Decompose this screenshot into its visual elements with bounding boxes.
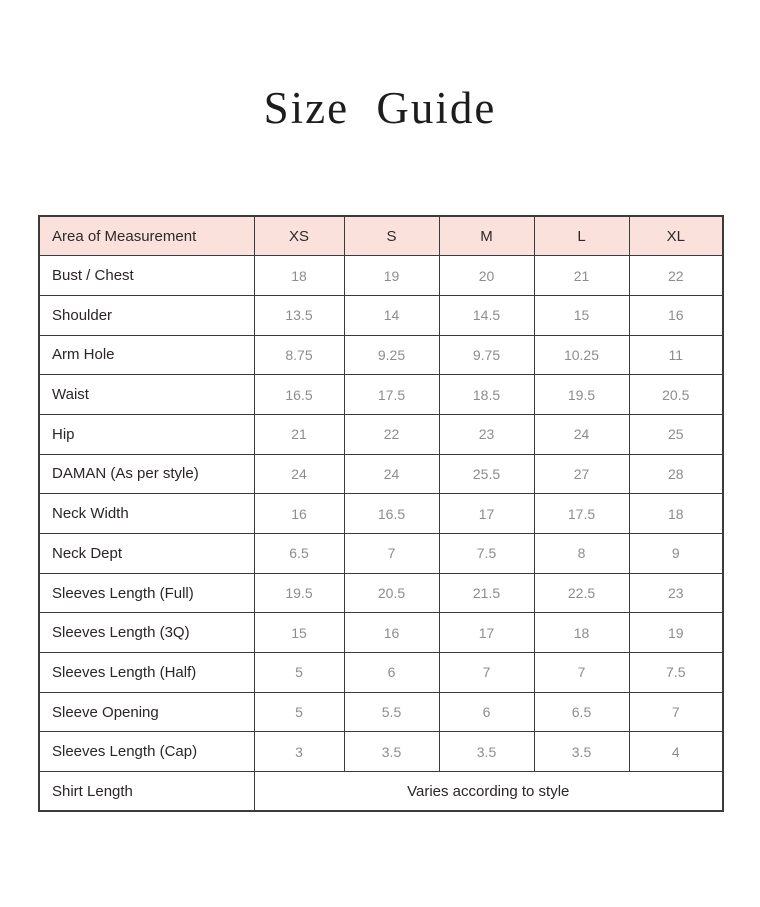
measurement-value: 25.5 <box>439 454 534 494</box>
measurement-value: 23 <box>439 414 534 454</box>
measurement-value: 16 <box>254 494 344 534</box>
measurement-value: 27 <box>534 454 629 494</box>
table-row <box>39 613 723 653</box>
table-row <box>39 732 723 772</box>
measurement-label: Shoulder <box>39 295 254 335</box>
measurement-value: 16.5 <box>254 375 344 415</box>
measurement-value: 3.5 <box>439 732 534 772</box>
measurement-value: 24 <box>254 454 344 494</box>
measurement-value: 22 <box>629 256 723 296</box>
measurement-value: 20 <box>439 256 534 296</box>
table-row <box>39 375 723 415</box>
measurement-value: 14.5 <box>439 295 534 335</box>
measurement-value: 19.5 <box>254 573 344 613</box>
measurement-value: 16.5 <box>344 494 439 534</box>
table-row <box>39 256 723 296</box>
measurement-value: 17.5 <box>344 375 439 415</box>
measurement-value: 19.5 <box>534 375 629 415</box>
measurement-value: 18.5 <box>439 375 534 415</box>
measurement-value: 24 <box>344 454 439 494</box>
column-header-size: S <box>344 216 439 256</box>
measurement-value: 7.5 <box>629 653 723 693</box>
measurement-label: Bust / Chest <box>39 256 254 296</box>
measurement-label: Sleeves Length (Full) <box>39 573 254 613</box>
measurement-label: Hip <box>39 414 254 454</box>
page-title: Size Guide <box>263 83 497 133</box>
table-row <box>39 335 723 375</box>
table-row <box>39 534 723 574</box>
measurement-value: 17.5 <box>534 494 629 534</box>
measurement-value: 6.5 <box>254 534 344 574</box>
measurement-value: 20.5 <box>629 375 723 415</box>
measurement-value: 25 <box>629 414 723 454</box>
measurement-value: 5 <box>254 653 344 693</box>
measurement-value: 8.75 <box>254 335 344 375</box>
table-row <box>39 653 723 693</box>
measurement-value: 21 <box>534 256 629 296</box>
measurement-value: 18 <box>254 256 344 296</box>
measurement-value: 19 <box>629 613 723 653</box>
measurement-label: Sleeves Length (Cap) <box>39 732 254 772</box>
measurement-value: 23 <box>629 573 723 613</box>
measurement-value: 5.5 <box>344 692 439 732</box>
measurement-label: DAMAN (As per style) <box>39 454 254 494</box>
measurement-value: 9.75 <box>439 335 534 375</box>
measurement-value: 18 <box>629 494 723 534</box>
measurement-value: 7.5 <box>439 534 534 574</box>
size-guide-table <box>38 215 724 812</box>
measurement-label: Neck Dept <box>39 534 254 574</box>
table-row <box>39 414 723 454</box>
measurement-value: 19 <box>344 256 439 296</box>
measurement-value: 22 <box>344 414 439 454</box>
measurement-value: 3 <box>254 732 344 772</box>
measurement-value: 11 <box>629 335 723 375</box>
measurement-value: 15 <box>534 295 629 335</box>
measurement-value: 7 <box>629 692 723 732</box>
measurement-label: Sleeves Length (3Q) <box>39 613 254 653</box>
measurement-value: 8 <box>534 534 629 574</box>
measurement-value: 17 <box>439 613 534 653</box>
table-row <box>39 573 723 613</box>
measurement-value: 16 <box>344 613 439 653</box>
measurement-value: 20.5 <box>344 573 439 613</box>
table-row <box>39 295 723 335</box>
measurement-value: 13.5 <box>254 295 344 335</box>
measurement-value: 9 <box>629 534 723 574</box>
measurement-value: 15 <box>254 613 344 653</box>
measurement-value: 4 <box>629 732 723 772</box>
measurement-value: 5 <box>254 692 344 732</box>
measurement-span-note: Varies according to style <box>254 772 723 812</box>
header-row <box>39 216 723 256</box>
column-header-size: L <box>534 216 629 256</box>
measurement-value: 28 <box>629 454 723 494</box>
measurement-value: 6 <box>439 692 534 732</box>
measurement-value: 9.25 <box>344 335 439 375</box>
measurement-label: Neck Width <box>39 494 254 534</box>
measurement-value: 22.5 <box>534 573 629 613</box>
measurement-value: 6.5 <box>534 692 629 732</box>
table-row <box>39 692 723 732</box>
measurement-value: 3.5 <box>534 732 629 772</box>
measurement-value: 7 <box>344 534 439 574</box>
measurement-value: 6 <box>344 653 439 693</box>
measurement-label: Sleeve Opening <box>39 692 254 732</box>
measurement-value: 7 <box>439 653 534 693</box>
table-body <box>39 256 723 812</box>
table-row <box>39 494 723 534</box>
column-header-size: M <box>439 216 534 256</box>
measurement-value: 10.25 <box>534 335 629 375</box>
measurement-value: 17 <box>439 494 534 534</box>
measurement-value: 16 <box>629 295 723 335</box>
measurement-value: 7 <box>534 653 629 693</box>
measurement-value: 18 <box>534 613 629 653</box>
column-header-size: XS <box>254 216 344 256</box>
measurement-value: 21 <box>254 414 344 454</box>
measurement-label: Waist <box>39 375 254 415</box>
table-row <box>39 454 723 494</box>
measurement-label: Sleeves Length (Half) <box>39 653 254 693</box>
table-header <box>39 216 723 256</box>
measurement-value: 14 <box>344 295 439 335</box>
measurement-label: Arm Hole <box>39 335 254 375</box>
table-row <box>39 772 723 812</box>
measurement-value: 21.5 <box>439 573 534 613</box>
measurement-value: 3.5 <box>344 732 439 772</box>
column-header-size: XL <box>629 216 723 256</box>
measurement-value: 24 <box>534 414 629 454</box>
measurement-label: Shirt Length <box>39 772 254 812</box>
column-header-area-of-measurement: Area of Measurement <box>39 216 254 256</box>
